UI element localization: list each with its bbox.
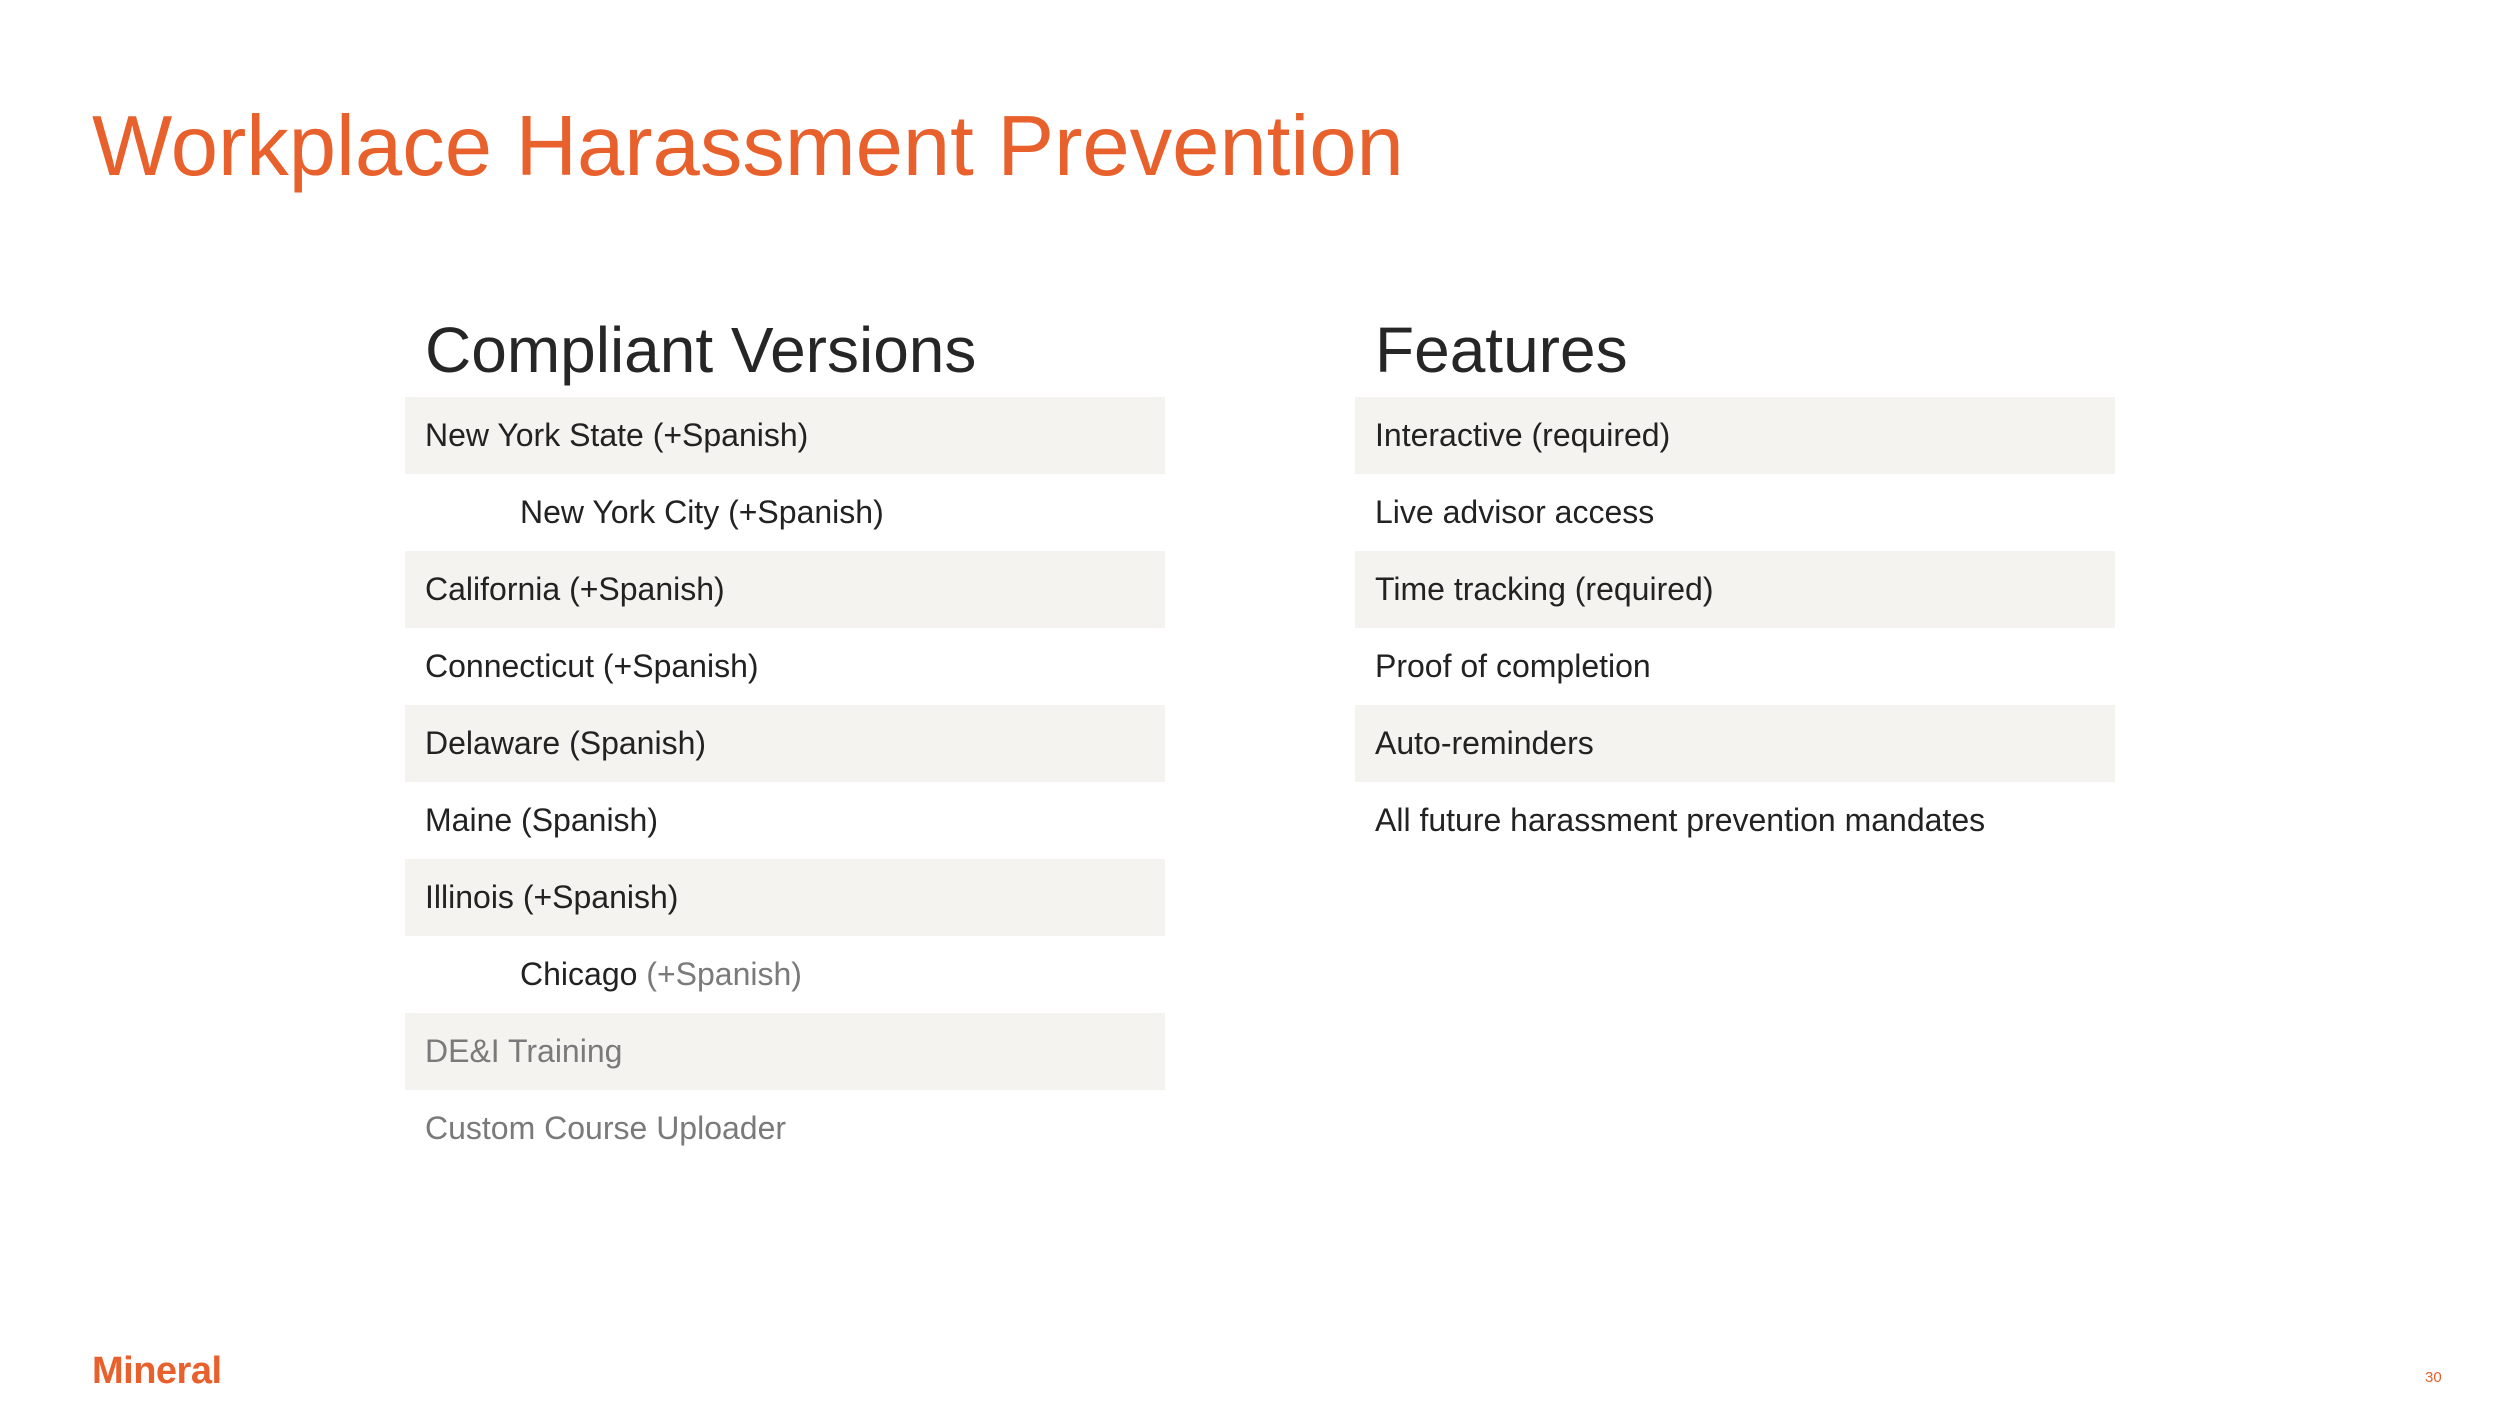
- slide-title: Workplace Harassment Prevention: [92, 99, 1404, 194]
- list-item: Illinois (+Spanish): [405, 859, 1165, 936]
- list-item: Time tracking (required): [1355, 551, 2115, 628]
- list-item-suffix: (+Spanish): [637, 956, 802, 992]
- list-item: Custom Course Uploader: [425, 1110, 787, 1146]
- features-heading: Features: [1375, 314, 1628, 386]
- list-item: [405, 936, 1165, 1013]
- list-item: Live advisor access: [1375, 494, 1655, 530]
- mineral-logo: Mineral: [92, 1350, 222, 1392]
- list-item: Connecticut (+Spanish): [425, 648, 759, 684]
- compliant-versions-column: [405, 310, 1165, 1167]
- page-number: 30: [2425, 1369, 2442, 1386]
- list-item: Maine (Spanish): [425, 802, 658, 838]
- list-item: Auto-reminders: [1355, 705, 2115, 782]
- list-item: DE&I Training: [405, 1013, 1165, 1090]
- features-column: [1355, 310, 2115, 859]
- list-item: New York City (+Spanish): [520, 494, 884, 530]
- features-list: [1355, 397, 2115, 859]
- compliant-versions-list: [405, 397, 1165, 1167]
- list-item: Proof of completion: [1375, 648, 1651, 684]
- list-item: California (+Spanish): [405, 551, 1165, 628]
- compliant-versions-heading: Compliant Versions: [425, 314, 977, 386]
- list-item: Interactive (required): [1355, 397, 2115, 474]
- list-item: Delaware (Spanish): [405, 705, 1165, 782]
- list-item: New York State (+Spanish): [405, 397, 1165, 474]
- list-item: All future harassment prevention mandates: [1375, 802, 1986, 838]
- list-item-label: Chicago: [520, 956, 638, 992]
